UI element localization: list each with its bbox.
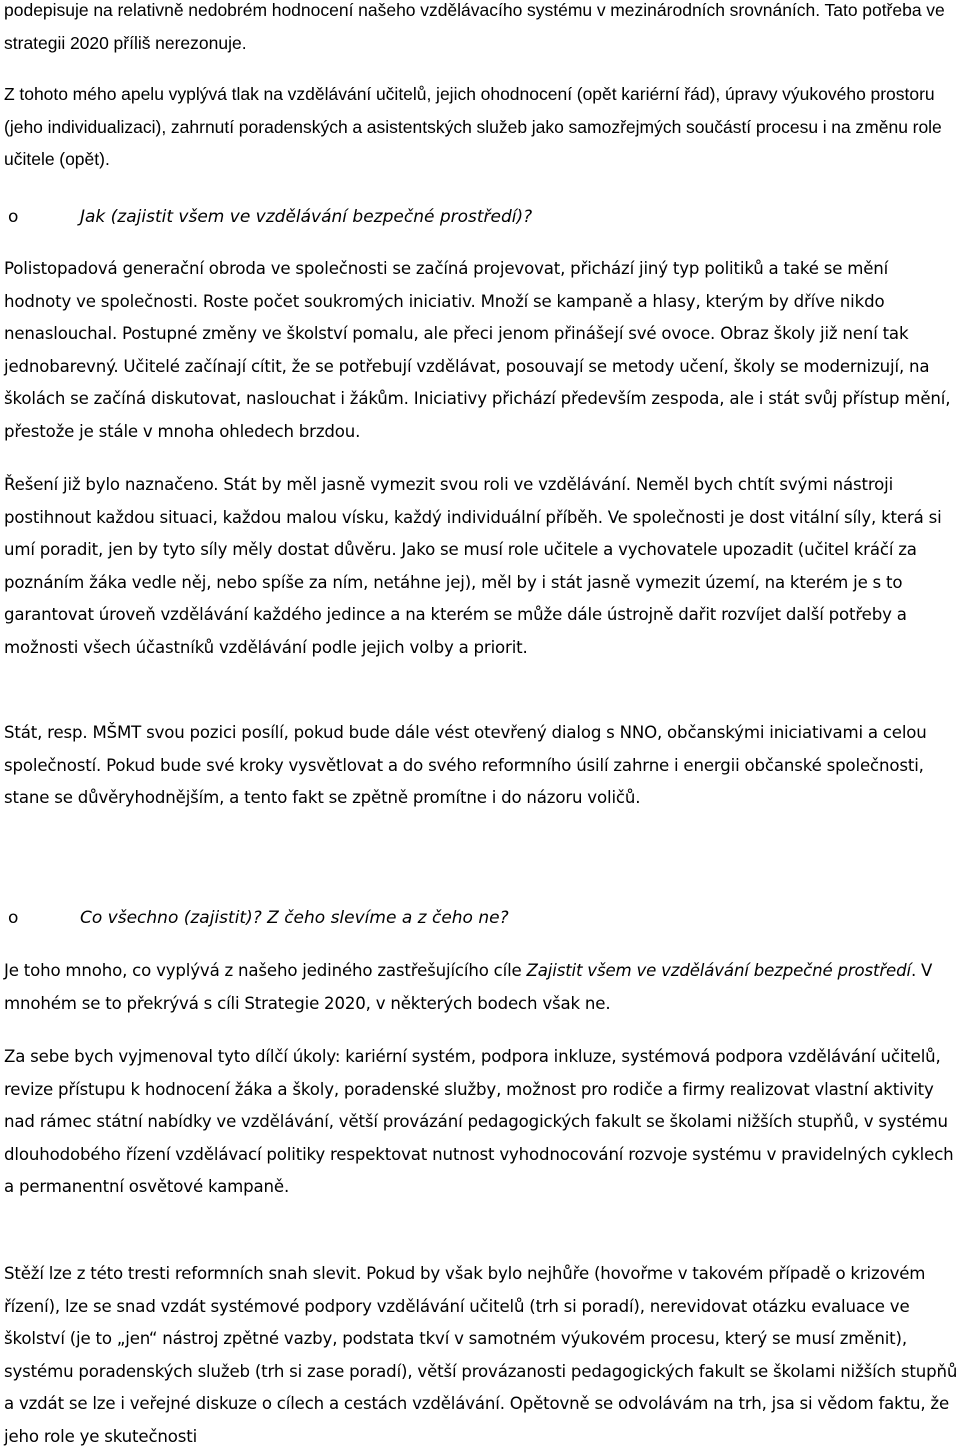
paragraph-main-goal-start: Je toho mnoho, co vyplývá z našeho jediného zastřešujícího cíle [4,961,527,980]
paragraph-main-goal-emphasis: Zajistit všem ve vzdělávání bezpečné prostředí [526,961,911,980]
bullet-question-what-to-ensure [8,902,948,934]
paragraph-generational-renewal: Polistopadová generační obroda ve společnosti se začíná projevovat, přichází jiný typ politiků a také se mění hodnoty ve společnosti. Roste počet soukromých iniciativ. Množí se kampaně a hlasy, kterým by dříve nikdo nenaslouchal. Postupné změny ve školství pomalu, ale přeci jenom přinášejí své ovoce. Obraz školy již není tak jednobarevný. Učitelé začínají cítit, že se potřebují vzdělávat, posouvají se metody učení, školy se modernizují, na školách se začíná diskutovat, naslouchat i žákům. Iniciativy přichází především zespoda, ale i stát svůj přístup mění, přestože je stále v mnoha ohledech brzdou. [4,259,951,441]
bullet-marker: o [8,908,19,928]
paragraph-crisis-management: Stěží lze z této tresti reformních snah slevit. Pokud by však bylo nejhůře (hovořme v takovém případě o krizovém řízení), lze se snad vzdát systémové podpory vzdělávání učitelů (trh si poradí), nerevidovat otázku evaluace ve školství (je to „jen“ nástroj zpětné vazby, podstata tkví v samotném výukovém procesu, který se musí změnit), systému poradenských služeb (trh si zase poradí), větší provázanosti pedagogických fakult se školami nižších stupňů a vzdát se lze i veřejné diskuze o cílech a cestách vzdělávání. Opětovně se odvolávám na trh, jsa si vědom faktu, že jeho role ye skutečnosti [4,1264,958,1446]
paragraph-main-goal [4,955,960,1020]
bullet-question-safe-environment [8,201,948,233]
paragraph-msmt-dialog: Stát, resp. MŠMT svou pozici posílí, pokud bude dále vést otevřený dialog s NNO, občanskými iniciativami a celou společností. Pokud bude své kroky vysvětlovat a do svého reformního úsilí zahrne i energii občanské společnosti, stane se důvěryhodnějším, a tento fakt se zpětně promítne i do názoru voličů. [4,723,927,807]
paragraph-teacher-pressure: Z tohoto mého apelu vyplývá tlak na vzdělávání učitelů, jejich ohodnocení (opět kariérní řád), úpravy výukového prostoru (jeho individualizaci), zahrnutí poradenských a asistentských služeb jako samozřejmých součástí procesu i na změnu role učitele (opět). [4,84,942,169]
question-text: Jak (zajistit všem ve vzdělávání bezpečné prostředí)? [80,207,533,227]
paragraph-intro-continuation: podepisuje na relativně nedobrém hodnocení našeho vzdělávacího systému v mezinárodních srovnáních. Tato potřeba ve strategii 2020 příliš nerezonuje. [4,0,945,53]
question-text: Co všechno (zajistit)? Z čeho slevíme a z čeho ne? [80,908,509,928]
paragraph-subtasks: Za sebe bych vyjmenoval tyto dílčí úkoly: kariérní systém, podpora inkluze, systémová podpora vzdělávání učitelů, revize přístupu k hodnocení žáka a školy, poradenské služby, možnost pro rodiče a firmy realizovat vlastní aktivity nad rámec státní nabídky ve vzdělávání, větší provázání pedagogických fakult se školami nižších stupňů, v systému dlouhodobého řízení vzdělávací politiky respektovat nutnost vyhodnocování rozvoje systému v pravidelných cyklech a permanentní osvětové kampaně. [4,1047,954,1196]
paragraph-solution: Řešení již bylo naznačeno. Stát by měl jasně vymezit svou roli ve vzdělávání. Neměl bych chtít svými nástroji postihnout každou situaci, každou malou vísku, každý individuální příběh. Ve společnosti je dost vitální síly, která si umí poradit, jen by tyto síly měly dostat důvěru. Jako se musí role učitele a vychovatele upozadit (učitel kráčí za poznáním žáka vedle něj, nebo spíše za ním, netáhne jej), měl by i stát jasně vymezit území, na kterém je s to garantovat úroveň vzdělávání každého jedince a na kterém se může dále ústrojně dařit rozvíjet další potřeby a možnosti všech účastníků vzdělávání podle jejich volby a priorit. [4,475,942,657]
paragraph-main-goal-end: . V mnohém se to překrývá s cíli Strategie 2020, v některých bodech však ne. [4,961,933,1013]
bullet-marker: o [8,207,19,227]
